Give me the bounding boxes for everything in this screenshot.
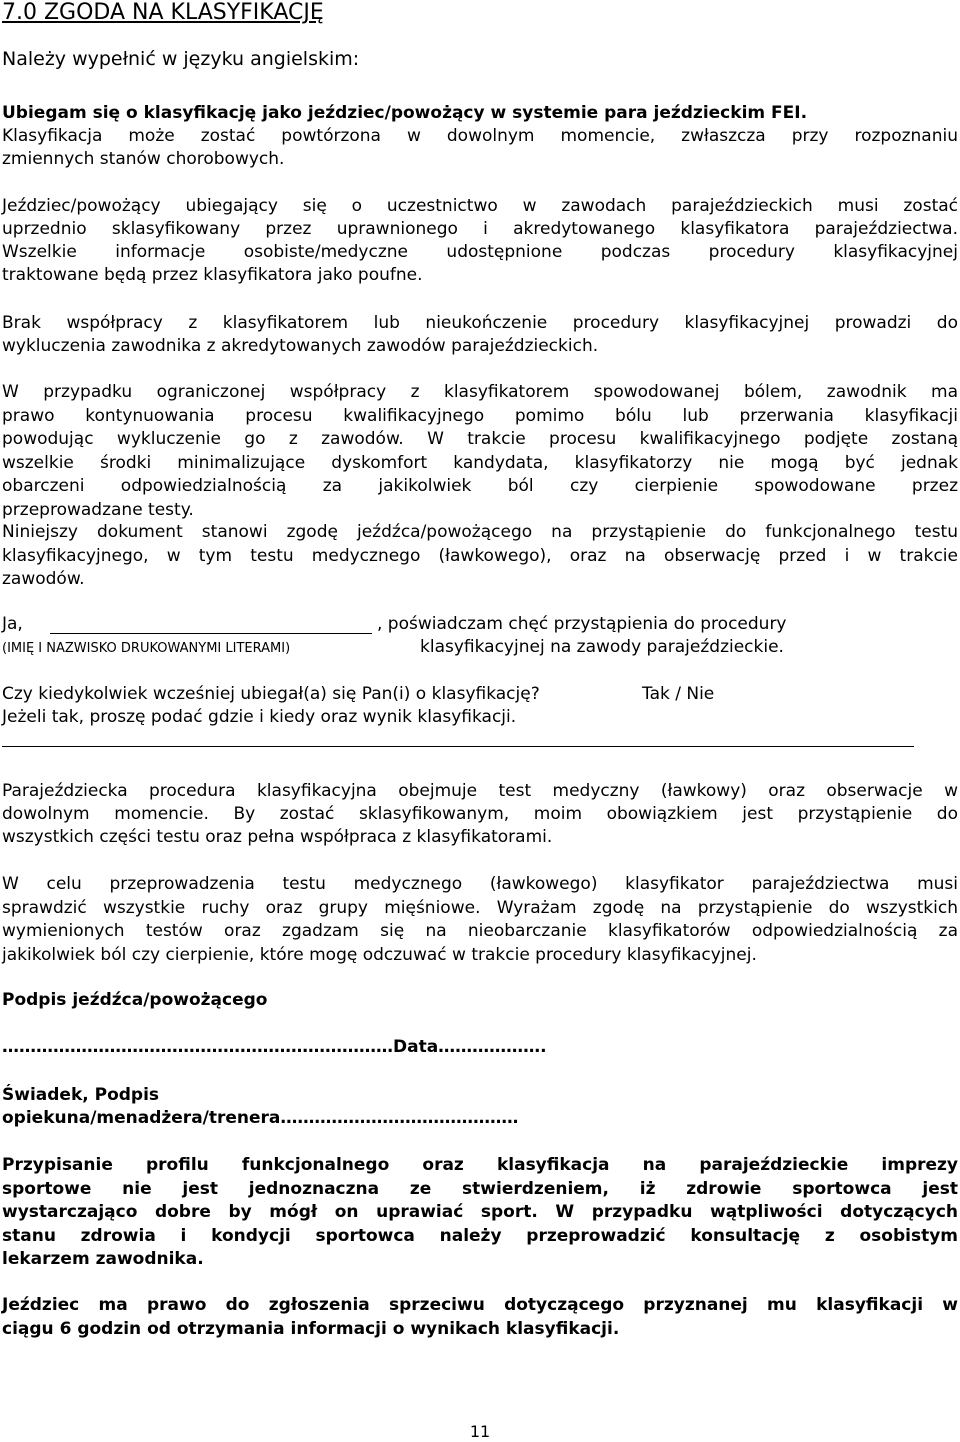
previous-classification-question: [2, 684, 958, 708]
paragraph-line: sportowe nie jest jednoznaczna ze stwierdzeniem, iż zdrowie sportowca jest: [2, 1178, 958, 1199]
declaration-line-2: [2, 637, 958, 661]
question-followup: Jeżeli tak, proszę podać gdzie i kiedy oraz wynik klasyfikacji.: [2, 707, 517, 727]
paragraph-eligibility: [2, 195, 958, 287]
declaration-tail-2: klasyfikacyjnej na zawody parajeździeckie.: [420, 637, 784, 657]
name-hint: (IMIĘ I NAZWISKO DRUKOWANYMI LITERAMI): [2, 641, 291, 656]
section-title: 7.0 ZGODA NA KLASYFIKACJĘ: [2, 0, 324, 25]
declaration-line-1: [2, 614, 958, 638]
paragraph-line: dowolnym momencie. By zostać sklasyfikowanym, moim obowiązkiem jest przystąpienie do: [2, 804, 958, 824]
paragraph-line: Przypisanie profilu funkcjonalnego oraz klasyfikacja na parajeździeckie imprezy: [2, 1155, 958, 1175]
paragraph-appeal: [2, 1294, 958, 1341]
paragraph-line: stanu zdrowia i kondycji sportowca należy przeprowadzić konsultację z osobistym: [2, 1225, 958, 1246]
paragraph-line: Brak współpracy z klasyfikatorem lub nieukończenie procedury klasyfikacyjnej prowadzi do: [2, 313, 958, 333]
paragraph-line: wymienionych testów oraz zgadzam się na nieobarczanie klasyfikatorów odpowiedzialnością za: [2, 921, 958, 941]
paragraph-health-disclaimer: [2, 1154, 958, 1272]
paragraph-line: jakikolwiek ból czy cierpienie, które mogę odczuwać w trakcie procedury klasyfikacyjnej.: [2, 944, 757, 965]
paragraph-line: wykluczenia zawodnika z akredytowanych zawodów parajeździeckich.: [2, 336, 599, 356]
paragraph-line: Jeździec ma prawo do zgłoszenia sprzeciwu dotyczącego przyznanej mu klasyfikacji w: [2, 1295, 958, 1315]
paragraph-application: [2, 102, 958, 171]
paragraph-limited-cooperation: [2, 381, 958, 522]
declaration-tail: , poświadczam chęć przystąpienia do procedury: [377, 614, 787, 634]
question-text: Czy kiedykolwiek wcześniej ubiegał(a) się Pan(i) o klasyfikację?: [2, 684, 540, 704]
rider-signature-label: Podpis jeźdźca/powożącego: [2, 990, 268, 1010]
paragraph-medical-test: [2, 873, 958, 967]
intro-text: Należy wypełnić w języku angielskim:: [2, 48, 360, 70]
witness-label: Świadek, Podpis: [2, 1085, 160, 1105]
paragraph-line: prawo kontynuowania procesu kwalifikacyjnego pomimo bólu lub przerwania klasyfikacji: [2, 405, 958, 426]
witness-signature-line[interactable]: opiekuna/menadżera/trenera……………………………………: [2, 1108, 519, 1128]
paragraph-line: wystarczająco dobre by mógł on uprawiać sport. W przypadku wątpliwości dotyczących: [2, 1202, 958, 1222]
paragraph-line: W przypadku ograniczonej współpracy z klasyfikatorem spowodowanej bólem, zawodnik ma: [2, 382, 958, 402]
paragraph-line: W celu przeprowadzenia testu medycznego (ławkowego) klasyfikator parajeździectwa musi: [2, 874, 958, 894]
paragraph-line: sprawdzić wszystkie ruchy oraz grupy mięśniowe. Wyrażam zgodę na przystąpienie do wszystkich: [2, 897, 958, 918]
paragraph-line: zmiennych stanów chorobowych.: [2, 149, 285, 169]
paragraph-line: Parajeździecka procedura klasyfikacyjna obejmuje test medyczny (ławkowy) oraz obserwacje w: [2, 781, 958, 801]
paragraph-line: ciągu 6 godzin od otrzymania informacji o wynikach klasyfikacji.: [2, 1318, 620, 1339]
witness-signature: [2, 1084, 958, 1130]
paragraph-line: lekarzem zawodnika.: [2, 1249, 204, 1269]
answer-field-line[interactable]: [2, 746, 914, 747]
paragraph-line: traktowane będą przez klasyfikatora jako poufne.: [2, 265, 423, 285]
paragraph-line: Klasyfikacja może zostać powtórzona w dowolnym momencie, zwłaszcza przy rozpoznaniu: [2, 126, 958, 146]
paragraph-line: Ubiegam się o klasyfikację jako jeździec/powożący w systemie para jeździeckim FEI.: [2, 103, 808, 123]
paragraph-line: Niniejszy dokument stanowi zgodę jeźdźca/powożącego na przystąpienie do funkcjonalnego testu: [2, 522, 958, 542]
paragraph-line: klasyfikacyjnego, w tym testu medycznego (ławkowego), oraz na obserwację przed i w trakcie: [2, 545, 958, 566]
paragraph-line: wszystkich części testu oraz pełna współpraca z klasyfikatorami.: [2, 827, 553, 847]
declaration-ja: Ja,: [2, 614, 23, 634]
paragraph-line: zawodów.: [2, 569, 85, 589]
page-number: 11: [469, 1422, 491, 1441]
signature-date-line[interactable]: ……………………………………………………………Data……………….: [2, 1037, 547, 1057]
paragraph-line: obarczeni odpowiedzialnością za jakikolwiek ból czy cierpienie spowodowane przez: [2, 476, 958, 496]
paragraph-procedure: [2, 780, 958, 849]
yes-no-option[interactable]: Tak / Nie: [642, 684, 715, 704]
paragraph-line: powodując wykluczenie go z zawodów. W trakcie procesu kwalifikacyjnego podjęte zostaną: [2, 429, 958, 449]
paragraph-line: Wszelkie informacje osobiste/medyczne udostępnione podczas procedury klasyfikacyjnej: [2, 242, 958, 262]
paragraph-cooperation: [2, 312, 958, 358]
paragraph-line: wszelkie środki minimalizujące dyskomfort kandydata, klasyfikatorzy nie mogą być jednak: [2, 452, 958, 473]
paragraph-line: przeprowadzane testy.: [2, 499, 194, 520]
paragraph-line: uprzednio sklasyfikowany przez uprawnionego i akredytowanego klasyfikatora parajeździectwa.: [2, 219, 958, 239]
paragraph-line: Jeździec/powożący ubiegający się o uczestnictwo w zawodach parajeździeckich musi zostać: [2, 196, 958, 216]
paragraph-consent: [2, 521, 958, 592]
name-field-line[interactable]: [50, 633, 372, 634]
